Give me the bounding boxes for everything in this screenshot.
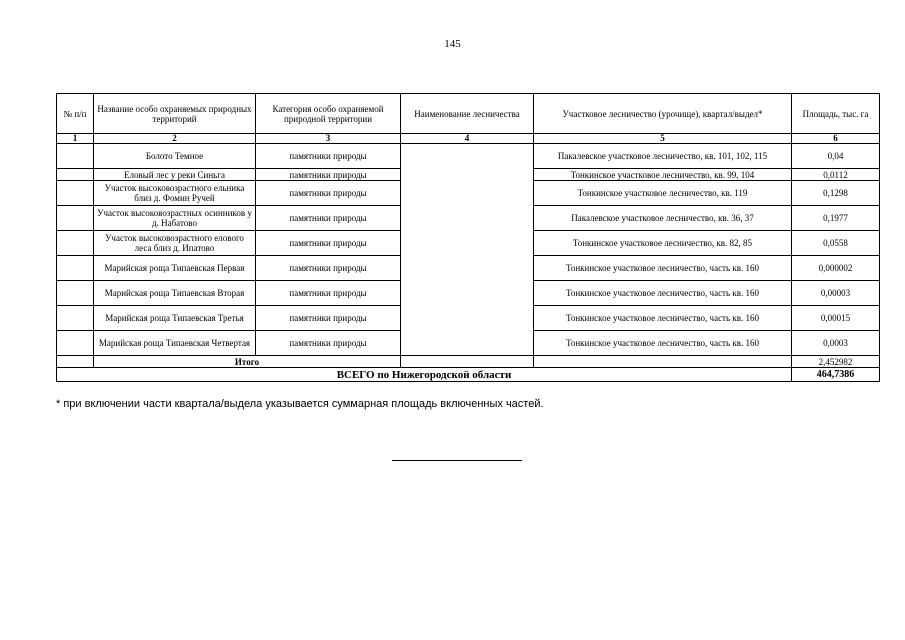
cell-name: Участок высоковозрастного елового леса близ д. Ипатово: [94, 231, 256, 256]
cell-category: памятники природы: [256, 306, 401, 331]
header-category: Категория особо охраняемой природной территории: [256, 94, 401, 134]
cell-name: Участок высоковозрастного ельника близ д. Фомин Ручей: [94, 181, 256, 206]
cell-area: 0,00003: [792, 281, 880, 306]
cell-name: Марийская роща Типаевская Третья: [94, 306, 256, 331]
cell-location: Тонкинское участковое лесничество, кв. 119: [534, 181, 792, 206]
grand-total-row: [57, 368, 880, 382]
header-area: Площадь, тыс. га: [792, 94, 880, 134]
cell-area: 0,04: [792, 144, 880, 169]
cell-location: Тонкинское участковое лесничество, часть кв. 160: [534, 306, 792, 331]
column-number: 5: [534, 134, 792, 144]
cell-area: 0,00015: [792, 306, 880, 331]
cell-location: Тонкинское участковое лесничество, кв. 99, 104: [534, 169, 792, 181]
cell-forestry: [401, 144, 534, 356]
cell-location: Пакалевское участковое лесничество, кв. 36, 37: [534, 206, 792, 231]
cell-number: [57, 181, 94, 206]
table-row: [57, 144, 880, 169]
footnote: * при включении части квартала/выдела указывается суммарная площадь включенных частей.: [56, 398, 544, 410]
cell-category: памятники природы: [256, 144, 401, 169]
cell-name: Марийская роща Типаевская Первая: [94, 256, 256, 281]
grand-total-value: 464,7386: [792, 368, 880, 382]
cell-name: Участок высоковозрастных осинников у д. Набатово: [94, 206, 256, 231]
cell-number: [57, 231, 94, 256]
cell-category: памятники природы: [256, 231, 401, 256]
cell-name: Марийская роща Типаевская Четвертая: [94, 331, 256, 356]
page-number: 145: [444, 38, 461, 50]
total-value: 2,452982: [792, 356, 880, 368]
cell-name: Марийская роща Типаевская Вторая: [94, 281, 256, 306]
column-number: 6: [792, 134, 880, 144]
cell-location: Тонкинское участковое лесничество, часть кв. 160: [534, 331, 792, 356]
cell-name: Еловый лес у реки Синьга: [94, 169, 256, 181]
cell-category: памятники природы: [256, 206, 401, 231]
column-number-row: [57, 134, 880, 144]
cell-number: [57, 331, 94, 356]
protected-areas-table-container: [56, 93, 879, 382]
cell-category: памятники природы: [256, 256, 401, 281]
protected-areas-table: [56, 93, 880, 382]
total-label: Итого: [94, 356, 401, 368]
cell-location: Тонкинское участковое лесничество, часть кв. 160: [534, 281, 792, 306]
cell-area: 0,0558: [792, 231, 880, 256]
cell-area: 0,000002: [792, 256, 880, 281]
cell-number: [57, 256, 94, 281]
header-name: Название особо охраняемых природных территорий: [94, 94, 256, 134]
cell-category: памятники природы: [256, 169, 401, 181]
cell-location: Пакалевское участковое лесничество, кв. 101, 102, 115: [534, 144, 792, 169]
cell-name: Болото Темное: [94, 144, 256, 169]
total-empty-cell: [534, 356, 792, 368]
cell-category: памятники природы: [256, 331, 401, 356]
column-number: 1: [57, 134, 94, 144]
cell-number: [57, 306, 94, 331]
column-number: 4: [401, 134, 534, 144]
cell-number: [57, 144, 94, 169]
header-row: [57, 94, 880, 134]
cell-area: 0,0003: [792, 331, 880, 356]
header-location: Участковое лесничество (урочище), квартал/выдел*: [534, 94, 792, 134]
cell-number: [57, 281, 94, 306]
header-forestry: Наименование лесничества: [401, 94, 534, 134]
cell-number: [57, 169, 94, 181]
column-number: 3: [256, 134, 401, 144]
cell-number: [57, 206, 94, 231]
total-empty-cell: [57, 356, 94, 368]
cell-area: 0,1298: [792, 181, 880, 206]
cell-area: 0,1977: [792, 206, 880, 231]
column-number: 2: [94, 134, 256, 144]
cell-location: Тонкинское участковое лесничество, часть кв. 160: [534, 256, 792, 281]
cell-category: памятники природы: [256, 281, 401, 306]
header-number: № п/п: [57, 94, 94, 134]
total-empty-cell: [401, 356, 534, 368]
total-row: [57, 356, 880, 368]
grand-total-label: ВСЕГО по Нижегородской области: [57, 368, 792, 382]
separator-line: [392, 460, 522, 461]
cell-location: Тонкинское участковое лесничество, кв. 82, 85: [534, 231, 792, 256]
cell-area: 0,0112: [792, 169, 880, 181]
cell-category: памятники природы: [256, 181, 401, 206]
